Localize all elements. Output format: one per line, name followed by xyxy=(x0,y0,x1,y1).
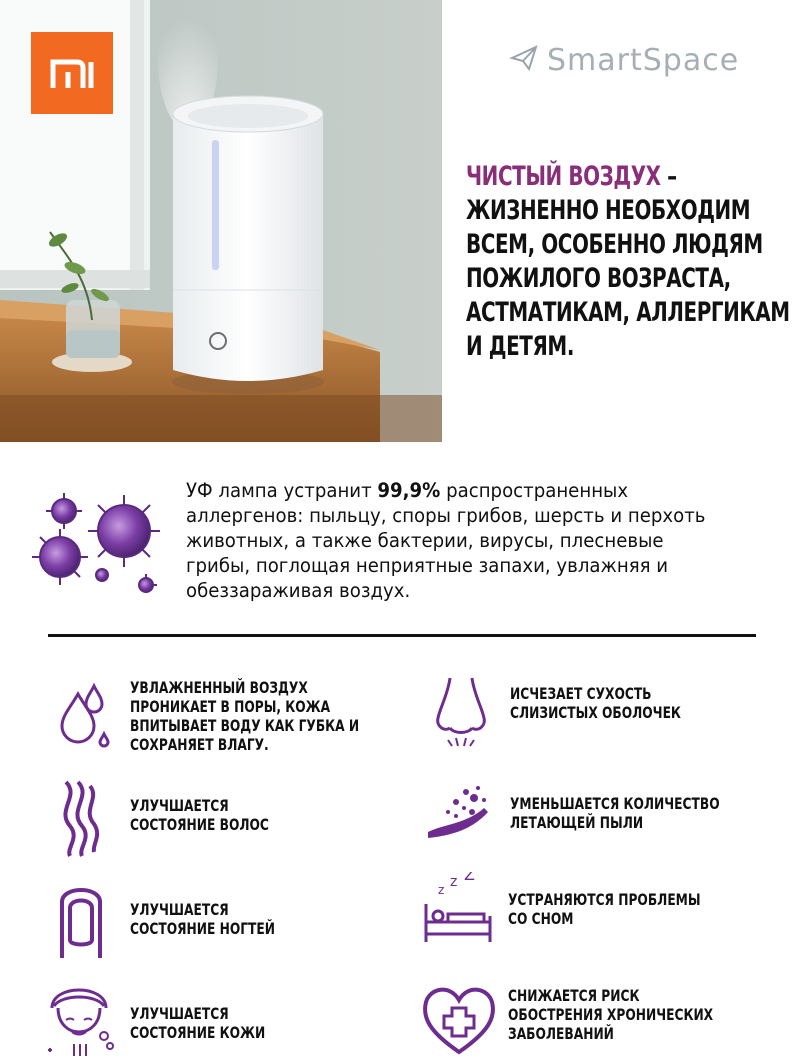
headline-line: ЖИЗНЕННО НЕОБХОДИМ xyxy=(466,195,751,226)
nose-icon xyxy=(426,674,496,754)
uv-line: обеззараживая воздух. xyxy=(186,579,411,602)
headline-dash: – xyxy=(660,161,677,192)
paper-plane-icon xyxy=(509,43,539,77)
headline xyxy=(466,160,792,364)
headline-line: АСТМАТИКАМ, АЛЛЕРГИКАМ xyxy=(466,297,790,328)
feature-item xyxy=(48,878,301,958)
feature-line: СО СНОМ xyxy=(508,909,574,928)
svg-text:z: z xyxy=(438,883,445,897)
feature-item xyxy=(44,980,289,1060)
headline-line: И ДЕТЯМ. xyxy=(466,331,574,362)
svg-text:Z: Z xyxy=(464,872,475,884)
uv-prefix: УФ лампа устранит xyxy=(186,479,378,502)
sleep-bed-icon xyxy=(420,872,496,952)
feature-line: СОСТОЯНИЕ НОГТЕЙ xyxy=(130,919,276,938)
nail-icon xyxy=(48,878,118,958)
feature-line: УЛУЧШАЕТСЯ xyxy=(130,796,229,815)
uv-description xyxy=(186,478,744,603)
mi-logo xyxy=(31,32,113,114)
headline-line: ПОЖИЛОГО ВОЗРАСТА, xyxy=(466,263,731,294)
uv-line: грибы, поглощая неприятные запахи, увлажняя и xyxy=(186,554,669,577)
feature-item xyxy=(48,778,293,858)
headline-line: ВСЕМ, ОСОБЕННО ЛЮДЯМ xyxy=(466,229,763,260)
water-drops-icon xyxy=(48,674,118,754)
heart-medical-icon xyxy=(420,980,498,1060)
feature-line: ПРОНИКАЕТ В ПОРЫ, КОЖА xyxy=(130,697,331,716)
uv-line: аллергенов: пыльцу, споры грибов, шерсть и перхоть xyxy=(186,504,706,527)
feature-line: УЛУЧШАЕТСЯ xyxy=(130,1004,229,1023)
feature-line: СОХРАНЯЕТ ВЛАГУ. xyxy=(130,735,269,754)
feature-line: ВПИТЫВАЕТ ВОДУ КАК ГУБКА И xyxy=(130,716,360,735)
feature-line: УВЛАЖНЕННЫЙ ВОЗДУХ xyxy=(130,678,308,697)
divider xyxy=(48,634,756,637)
uv-line1-rest: распространенных xyxy=(440,479,629,502)
feature-item xyxy=(426,674,711,754)
feature-item xyxy=(420,980,749,1060)
brand-name: SmartSpace xyxy=(547,42,740,78)
feature-line: СНИЖАЕТСЯ РИСК xyxy=(508,986,640,1005)
svg-text:z: z xyxy=(450,874,458,890)
uv-percent: 99,9% xyxy=(377,479,441,502)
face-mask-icon xyxy=(44,980,118,1060)
feature-item xyxy=(426,778,757,858)
feature-line: СОСТОЯНИЕ КОЖИ xyxy=(130,1023,266,1042)
feature-line: УЛУЧШАЕТСЯ xyxy=(130,900,229,919)
feature-line: ЗАБОЛЕВАНИЙ xyxy=(508,1024,614,1043)
headline-accent: ЧИСТЫЙ ВОЗДУХ xyxy=(466,161,661,192)
smartspace-brand xyxy=(509,40,739,80)
feature-item xyxy=(48,674,400,754)
hair-icon xyxy=(48,778,118,858)
feature-line: УСТРАНЯЮТСЯ ПРОБЛЕМЫ xyxy=(508,890,701,909)
feature-line: СОСТОЯНИЕ ВОЛОС xyxy=(130,815,269,834)
uv-line: животных, а также бактерии, вирусы, плесневые xyxy=(186,529,664,552)
feature-line: ЛЕТАЮЩЕЙ ПЫЛИ xyxy=(510,813,644,832)
feature-line: ИСЧЕЗАЕТ СУХОСТЬ xyxy=(510,684,652,703)
feature-line: СЛИЗИСТЫХ ОБОЛОЧЕК xyxy=(510,703,681,722)
feature-item xyxy=(420,872,735,952)
virus-icon xyxy=(28,485,176,597)
feature-line: УМЕНЬШАЕТСЯ КОЛИЧЕСТВО xyxy=(510,794,720,813)
feature-line: ОБОСТРЕНИЯ ХРОНИЧЕСКИХ xyxy=(508,1005,714,1024)
dust-icon xyxy=(426,778,496,858)
